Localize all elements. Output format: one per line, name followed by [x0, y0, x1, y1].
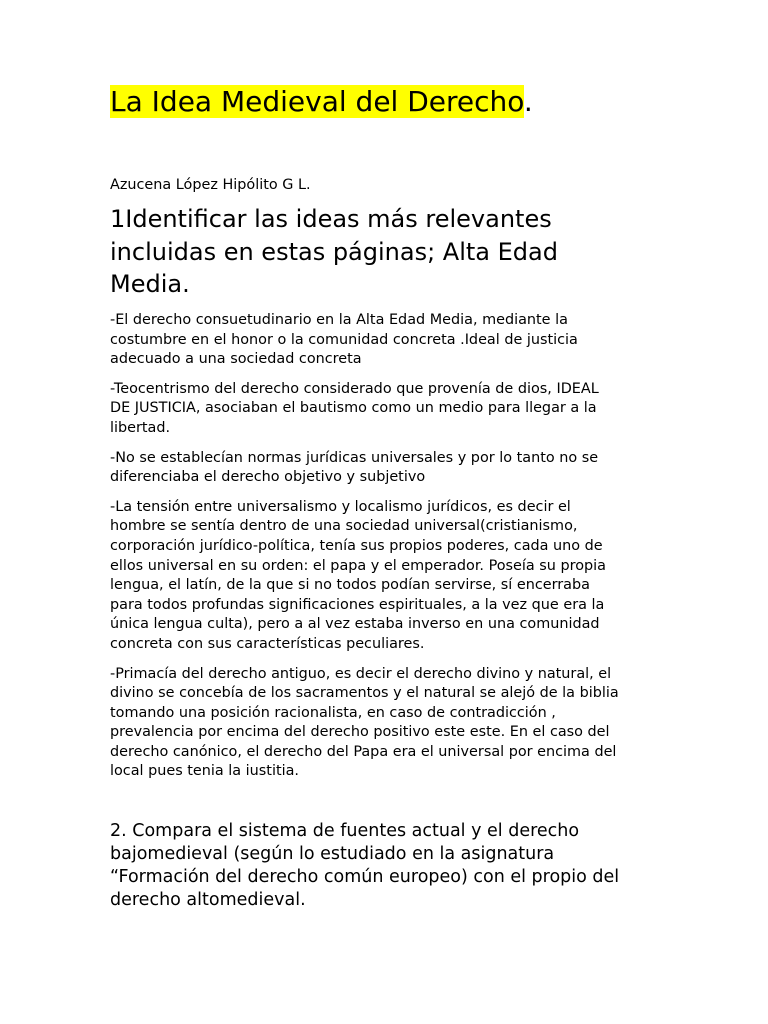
paragraph-line: para todos profundas significaciones espirituales, a la vez que era la [110, 596, 605, 613]
author-line: Azucena López Hipólito G L. [110, 177, 311, 193]
paragraph-line: -La tensión entre universalismo y localismo jurídicos, es decir el [110, 498, 571, 515]
title-trailing-period: . [523, 85, 533, 118]
paragraph-line: -El derecho consuetudinario en la Alta Edad Media, mediante la [110, 312, 568, 328]
paragraph-line: hombre se sentía dentro de una sociedad universal(cristianismo, [110, 518, 578, 535]
paragraph-5 [110, 665, 619, 783]
paragraph-4 [110, 498, 619, 655]
heading-line: “Formación del derecho común europeo) con el propio del [110, 867, 620, 887]
heading-line: 2. Compara el sistema de fuentes actual y el derecho [110, 821, 580, 841]
heading-line: incluidas en estas páginas; Alta Edad [110, 237, 558, 266]
heading-line: Media. [110, 270, 190, 298]
paragraph-line: -No se establecían normas jurídicas universales y por lo tanto no se [110, 449, 599, 466]
paragraph-line: -Teocentrismo del derecho considerado que provenía de dios, IDEAL [110, 380, 599, 397]
paragraph-line: lengua, el latín, de la que si no todos podían servirse, sí encerraba [110, 577, 590, 594]
paragraph-line: adecuado a una sociedad concreta [110, 351, 362, 368]
paragraph-line: ellos universal en su orden: el papa y el emperador. Poseía su propia [110, 557, 606, 574]
paragraph-1 [110, 311, 619, 370]
paragraph-line: -Primacía del derecho antiguo, es decir el derecho divino y natural, el [110, 665, 612, 682]
title-highlight: La Idea Medieval del Derecho [110, 85, 524, 118]
paragraph-line: libertad. [110, 419, 171, 436]
heading-line: derecho altomedieval. [110, 890, 306, 910]
paragraph-line: tomando una posición racionalista, en caso de contradicción , [110, 704, 556, 721]
paragraph-3 [110, 449, 619, 488]
paragraph-line: prevalencia por encima del derecho positivo este este. En el caso del [110, 724, 610, 741]
paragraph-line: derecho canónico, el derecho del Papa era el universal por encima del [110, 743, 617, 760]
paragraph-line: DE JUSTICIA, asociaban el bautismo como un medio para llegar a la [110, 400, 597, 417]
paragraph-line: corporación jurídico-política, tenía sus propios poderes, cada uno de [110, 537, 603, 554]
paragraph-line: concreta con sus características peculiares. [110, 635, 425, 652]
paragraph-line: costumbre en el honor o la comunidad concreta .Ideal de justicia [110, 331, 578, 348]
question-1-heading [110, 203, 558, 301]
paragraph-2 [110, 380, 619, 439]
question-2-heading [110, 820, 619, 912]
paragraph-line: local pues tenia la iustitia. [110, 763, 299, 780]
paragraph-line: diferenciaba el derecho objetivo y subjetivo [110, 469, 426, 486]
paragraph-line: única lengua culta), pero a al vez estaba inverso en una comunidad [110, 616, 600, 633]
answer-1-body [110, 311, 619, 792]
heading-line: bajomedieval (según lo estudiado en la asignatura [110, 844, 555, 864]
document-title [110, 86, 533, 118]
heading-line: 1Identificar las ideas más relevantes [110, 205, 552, 233]
paragraph-line: divino se concebía de los sacramentos y el natural se alejó de la biblia [110, 685, 619, 702]
